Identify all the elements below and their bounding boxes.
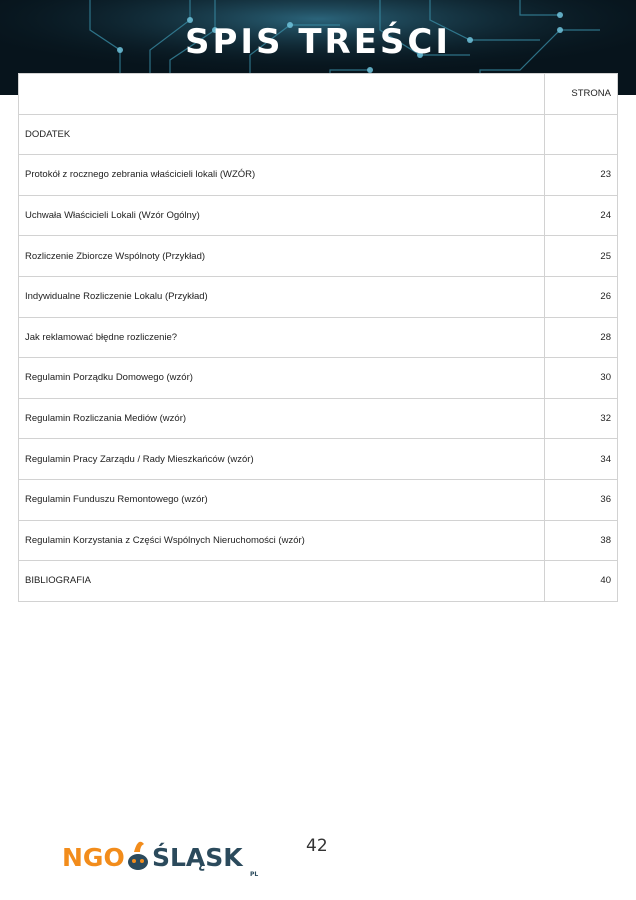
toc-entry-title: Regulamin Funduszu Remontowego (wzór) bbox=[19, 479, 545, 520]
toc-row bbox=[19, 398, 618, 439]
toc-entry-page: 23 bbox=[545, 155, 618, 196]
svg-text:NGO: NGO bbox=[62, 843, 125, 872]
toc-entry-page: 34 bbox=[545, 439, 618, 480]
page-title: SPIS TREŚCI bbox=[184, 22, 452, 62]
toc-entry-page: 36 bbox=[545, 479, 618, 520]
toc-entry-title: Regulamin Korzystania z Części Wspólnych Nieruchomości (wzór) bbox=[19, 520, 545, 561]
toc-header-row bbox=[19, 74, 618, 115]
toc-entry-title: Protokół z rocznego zebrania właścicieli lokali (WZÓR) bbox=[19, 155, 545, 196]
toc-entry-page bbox=[545, 114, 618, 155]
toc-entry-title: Regulamin Rozliczania Mediów (wzór) bbox=[19, 398, 545, 439]
ngo-slask-logo bbox=[62, 832, 262, 886]
toc-row bbox=[19, 561, 618, 602]
logo-graphic bbox=[62, 832, 262, 882]
toc-row bbox=[19, 479, 618, 520]
toc-row bbox=[19, 195, 618, 236]
toc-entry-page: 32 bbox=[545, 398, 618, 439]
toc-entry-title: Regulamin Pracy Zarządu / Rady Mieszkańców (wzór) bbox=[19, 439, 545, 480]
toc-row bbox=[19, 358, 618, 399]
toc-entry-title: BIBLIOGRAFIA bbox=[19, 561, 545, 602]
toc-entry-title: Rozliczenie Zbiorcze Wspólnoty (Przykład) bbox=[19, 236, 545, 277]
toc-entry-page: 24 bbox=[545, 195, 618, 236]
toc-row bbox=[19, 317, 618, 358]
page-column-header: STRONA bbox=[545, 74, 618, 115]
toc-entry-page: 28 bbox=[545, 317, 618, 358]
toc-entry-title: Jak reklamować błędne rozliczenie? bbox=[19, 317, 545, 358]
svg-text:ŚLĄSK: ŚLĄSK bbox=[152, 843, 243, 872]
toc-entry-title: Uchwała Właścicieli Lokali (Wzór Ogólny) bbox=[19, 195, 545, 236]
table-of-contents bbox=[18, 73, 618, 602]
toc-row bbox=[19, 236, 618, 277]
svg-text:PL: PL bbox=[250, 871, 259, 878]
toc-entry-page: 30 bbox=[545, 358, 618, 399]
toc-entry-page: 40 bbox=[545, 561, 618, 602]
toc-row bbox=[19, 276, 618, 317]
toc-entry-title: Indywidualne Rozliczenie Lokalu (Przykład) bbox=[19, 276, 545, 317]
toc-row bbox=[19, 155, 618, 196]
toc-entry-page: 25 bbox=[545, 236, 618, 277]
toc-row bbox=[19, 520, 618, 561]
toc-entry-title: Regulamin Porządku Domowego (wzór) bbox=[19, 358, 545, 399]
eagle-icon bbox=[128, 842, 148, 870]
toc-entry-page: 26 bbox=[545, 276, 618, 317]
page-number: 42 bbox=[306, 836, 328, 856]
toc-entry-page: 38 bbox=[545, 520, 618, 561]
toc-row bbox=[19, 439, 618, 480]
toc-entry-title: DODATEK bbox=[19, 114, 545, 155]
toc-row bbox=[19, 114, 618, 155]
toc-header-blank bbox=[19, 74, 545, 115]
